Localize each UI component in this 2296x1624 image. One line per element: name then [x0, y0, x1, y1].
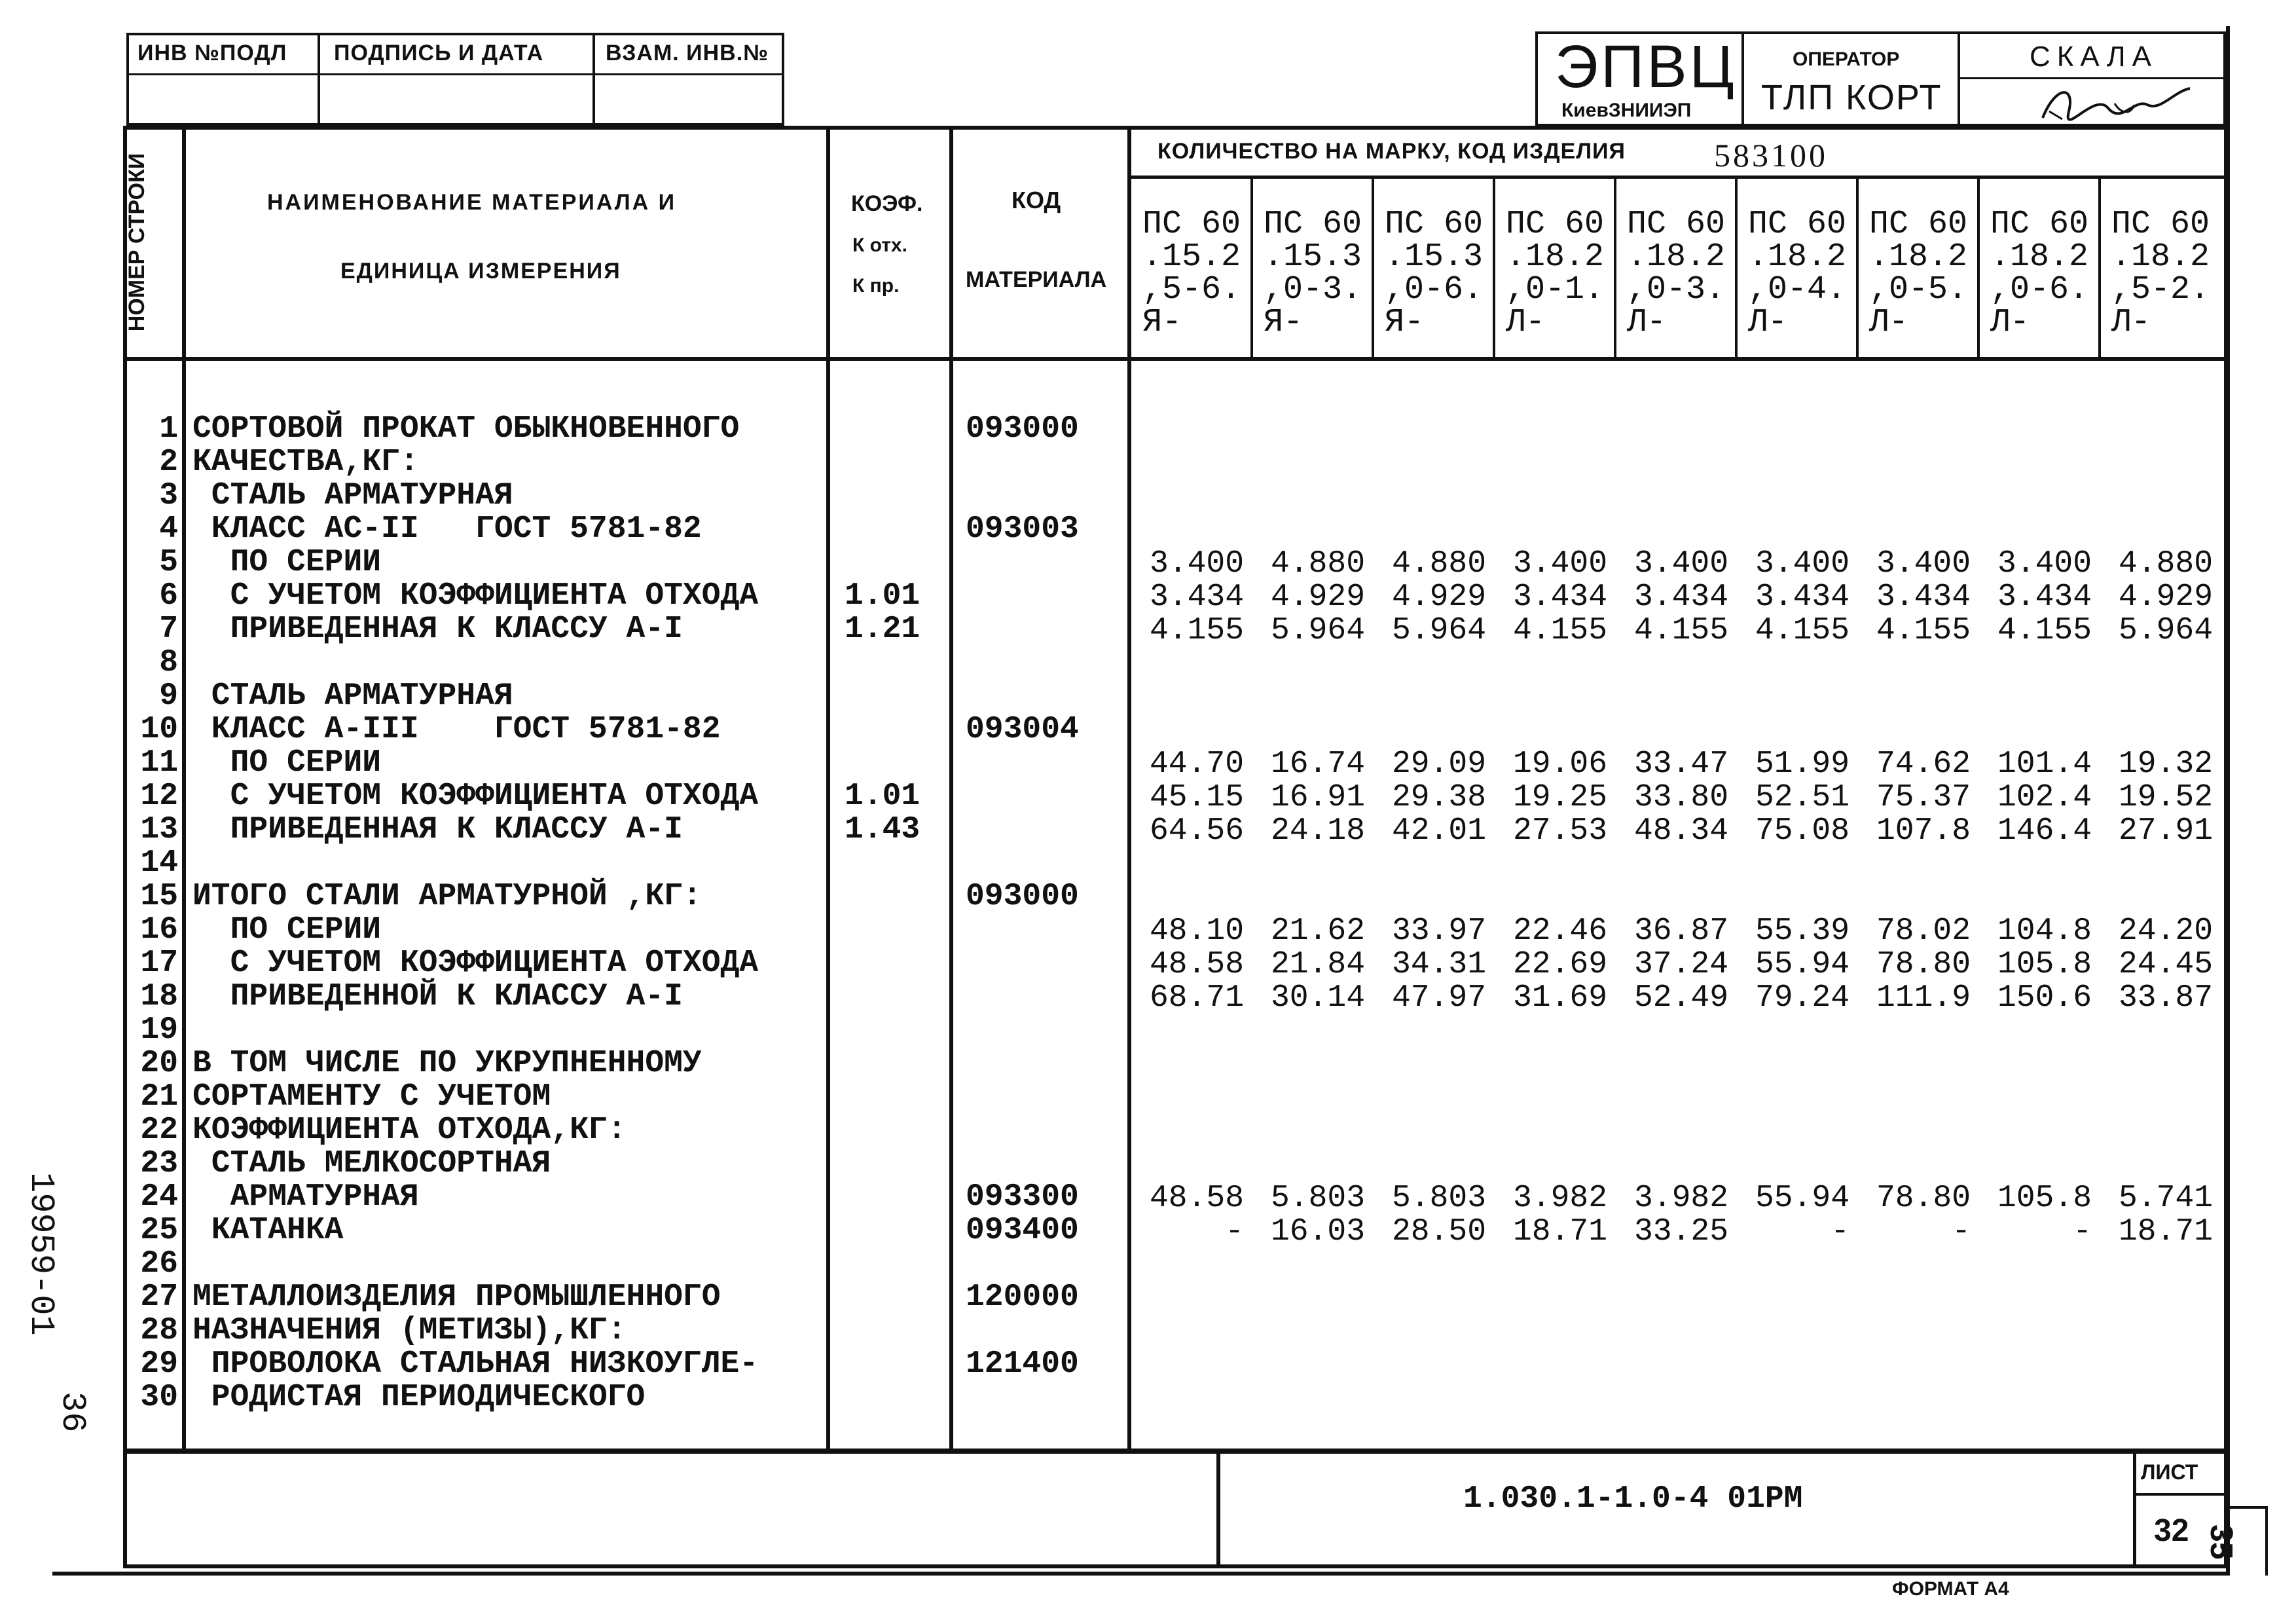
value-cell: 3.982: [1512, 1181, 1607, 1216]
value-cell: 16.74: [1270, 747, 1365, 782]
value-cell: 3.434: [1876, 580, 1971, 615]
value-cell: 5.803: [1391, 1181, 1486, 1216]
value-cell: 37.24: [1633, 947, 1728, 982]
value-cell: 24.20: [2118, 913, 2213, 949]
doc-code: 1.030.1-1.0-4 01РМ: [1463, 1481, 1803, 1517]
value-cell: -: [2073, 1214, 2092, 1249]
value-cell: 19.06: [1512, 747, 1607, 782]
value-cell: 4.880: [1270, 546, 1365, 581]
vzam-inv-label: ВЗАМ. ИНВ.№: [606, 41, 769, 65]
value-cell: 24.45: [2118, 947, 2213, 982]
mark-header: ПС 60 .18.2 ,0-4. Л-: [1748, 206, 1847, 341]
value-cell: 4.880: [2118, 546, 2213, 581]
value-cell: -: [1225, 1214, 1244, 1249]
value-cell: 33.97: [1391, 913, 1486, 949]
mark-header: ПС 60 .18.2 ,0-5. Л-: [1869, 206, 1968, 341]
value-cell: 78.02: [1876, 913, 1971, 949]
value-cell: 64.56: [1149, 813, 1244, 849]
value-cell: 78.80: [1876, 1181, 1971, 1216]
signature-date-label: ПОДПИСЬ И ДАТА: [334, 41, 544, 65]
value-cell: 21.84: [1270, 947, 1365, 982]
value-cell: 55.39: [1755, 913, 1850, 949]
left-vertical-page: 36: [53, 1392, 92, 1433]
mark-header: ПС 60 .18.2 ,0-6. Л-: [1990, 206, 2089, 341]
value-cell: 4.929: [2118, 580, 2213, 615]
sheet-label: ЛИСТ: [2141, 1460, 2198, 1484]
value-cell: 48.58: [1149, 1181, 1244, 1216]
value-cell: 29.09: [1391, 747, 1486, 782]
value-cell: 3.400: [1876, 546, 1971, 581]
value-cell: 27.91: [2118, 813, 2213, 849]
value-cell: 3.434: [1149, 580, 1244, 615]
value-cell: 22.46: [1512, 913, 1607, 949]
value-cell: 105.8: [1997, 1181, 2092, 1216]
value-cell: 19.32: [2118, 747, 2213, 782]
value-cell: 5.803: [1270, 1181, 1365, 1216]
value-cell: 78.80: [1876, 947, 1971, 982]
value-cell: 68.71: [1149, 980, 1244, 1016]
value-cell: 101.4: [1997, 747, 2092, 782]
value-cell: 3.434: [1755, 580, 1850, 615]
row-number-header: НОМЕР СТРОКИ: [124, 153, 149, 332]
mark-header: ПС 60 .18.2 ,0-3. Л-: [1627, 206, 1726, 341]
value-cell: -: [1831, 1214, 1850, 1249]
value-cell: 74.62: [1876, 747, 1971, 782]
value-cell: 3.400: [1512, 546, 1607, 581]
value-cell: 31.69: [1512, 980, 1607, 1016]
side-page-number: 35: [2204, 1524, 2238, 1560]
value-cell: 19.52: [2118, 780, 2213, 815]
value-cell: 3.400: [1149, 546, 1244, 581]
mark-header: ПС 60 .18.2 ,0-1. Л-: [1506, 206, 1605, 341]
value-cell: 52.49: [1633, 980, 1728, 1016]
value-cell: 4.155: [1633, 613, 1728, 648]
coef-k-otx: К отх.: [852, 234, 907, 256]
value-cell: 5.741: [2118, 1181, 2213, 1216]
value-cell: 33.47: [1633, 747, 1728, 782]
value-cell: 5.964: [1391, 613, 1486, 648]
code-header-2: МАТЕРИАЛА: [966, 267, 1107, 292]
operator-value: ТЛП КОРТ: [1761, 78, 1942, 117]
value-cell: 27.53: [1512, 813, 1607, 849]
value-cell: 18.71: [1512, 1214, 1607, 1249]
operator-label: ОПЕРАТОР: [1793, 48, 1900, 70]
value-cell: 47.97: [1391, 980, 1486, 1016]
material-name-header-1: НАИМЕНОВАНИЕ МАТЕРИАЛА И: [267, 190, 677, 215]
value-cell: 3.434: [1633, 580, 1728, 615]
value-cell: 146.4: [1997, 813, 2092, 849]
value-cell: 105.8: [1997, 947, 2092, 982]
inv-podl-label: ИНВ №ПОДЛ: [137, 41, 287, 65]
org-big-label: ЭПВЦ: [1555, 33, 1737, 100]
code-header-1: КОД: [1011, 187, 1061, 213]
value-cell: 48.10: [1149, 913, 1244, 949]
value-cell: 111.9: [1876, 980, 1971, 1016]
value-cell: 48.34: [1633, 813, 1728, 849]
value-cell: 4.929: [1270, 580, 1365, 615]
value-cell: 107.8: [1876, 813, 1971, 849]
value-cell: 102.4: [1997, 780, 2092, 815]
value-cell: 16.03: [1270, 1214, 1365, 1249]
value-cell: 3.434: [1512, 580, 1607, 615]
material-names: СОРТОВОЙ ПРОКАТ ОБЫКНОВЕННОГО КАЧЕСТВА,КГ: СТАЛЬ АРМАТУРНАЯ КЛАСС АС-II ГОСТ 5781-82 ПО СЕРИИ С УЧЕТОМ КОЭФФИЦИЕНТА ОТХОДА ПРИВЕДЕННАЯ К КЛАССУ А-I СТАЛЬ АРМАТУРНАЯ КЛАСС А-III ГОСТ 5781-82 ПО СЕРИИ С УЧЕТОМ КОЭФФИЦИЕНТА ОТХОДА ПРИВЕДЕННАЯ К КЛАССУ А-I ИТОГО СТАЛИ АРМАТУРНОЙ ,КГ: ПО СЕРИИ С УЧЕТОМ КОЭФФИЦИЕНТА ОТХОДА ПРИВЕДЕННОЙ К КЛАССУ А-I В ТОМ ЧИСЛЕ ПО УКРУПНЕННОМУ СОРТАМЕНТУ С УЧЕТОМ КОЭФФИЦИЕНТА ОТХОДА,КГ: СТАЛЬ МЕЛКОСОРТНАЯ АРМАТУРНАЯ КАТАНКА МЕТАЛЛОИЗДЕЛИЯ ПРОМЫШЛЕННОГО НАЗНАЧЕНИЯ (МЕТИЗЫ),КГ: ПРОВОЛОКА СТАЛЬНАЯ НИЗКОУГЛЕ- РОДИСТАЯ ПЕРИОДИЧЕСКОГО: [192, 411, 759, 1415]
value-cell: 104.8: [1997, 913, 2092, 949]
value-cell: 42.01: [1391, 813, 1486, 849]
value-cell: 3.982: [1633, 1181, 1728, 1216]
value-cell: 52.51: [1755, 780, 1850, 815]
value-cell: 4.155: [1755, 613, 1850, 648]
value-cell: 55.94: [1755, 1181, 1850, 1216]
value-cell: 3.400: [1997, 546, 2092, 581]
mark-header: ПС 60 .15.3 ,0-6. Я-: [1385, 206, 1484, 341]
footer-block: [123, 1450, 2228, 1568]
value-cell: 21.62: [1270, 913, 1365, 949]
sheet-number: 32: [2154, 1513, 2189, 1548]
coef-header: КОЭФ.: [851, 191, 923, 216]
coefficients: 1.01 1.21 1.01 1.43: [845, 578, 920, 847]
value-cell: 24.18: [1270, 813, 1365, 849]
value-cell: 22.69: [1512, 947, 1607, 982]
value-cell: 3.434: [1997, 580, 2092, 615]
value-cell: 150.6: [1997, 980, 2092, 1016]
value-cell: 4.155: [1512, 613, 1607, 648]
value-cell: 33.87: [2118, 980, 2213, 1016]
value-cell: -: [1952, 1214, 1971, 1249]
quantity-header: КОЛИЧЕСТВО НА МАРКУ, КОД ИЗДЕЛИЯ: [1157, 139, 1626, 164]
value-cell: 19.25: [1512, 780, 1607, 815]
signature-scribble: [2036, 79, 2193, 126]
value-cell: 5.964: [1270, 613, 1365, 648]
value-cell: 45.15: [1149, 780, 1244, 815]
skala-label: СКАЛА: [2030, 41, 2158, 73]
org-small-label: КиевЗНИИЭП: [1561, 100, 1692, 121]
value-cell: 30.14: [1270, 980, 1365, 1016]
format-label: ФОРМАТ А4: [1892, 1578, 2009, 1600]
coef-k-pr: К пр.: [852, 275, 900, 297]
value-cell: 79.24: [1755, 980, 1850, 1016]
value-cell: 4.155: [1149, 613, 1244, 648]
value-cell: 33.80: [1633, 780, 1728, 815]
value-cell: 4.155: [1876, 613, 1971, 648]
value-cell: 18.71: [2118, 1214, 2213, 1249]
value-cell: 5.964: [2118, 613, 2213, 648]
value-cell: 29.38: [1391, 780, 1486, 815]
value-cell: 75.37: [1876, 780, 1971, 815]
material-name-header-2: ЕДИНИЦА ИЗМЕРЕНИЯ: [340, 259, 621, 284]
mark-header: ПС 60 .15.3 ,0-3. Я-: [1264, 206, 1362, 341]
value-cell: 16.91: [1270, 780, 1365, 815]
value-cell: 4.880: [1391, 546, 1486, 581]
value-cell: 44.70: [1149, 747, 1244, 782]
mark-header: ПС 60 .18.2 ,5-2. Л-: [2111, 206, 2210, 341]
mark-header: ПС 60 .15.2 ,5-6. Я-: [1142, 206, 1241, 341]
value-cell: 4.929: [1391, 580, 1486, 615]
value-cell: 51.99: [1755, 747, 1850, 782]
material-codes: 093000 093003 093004 093000 093300 093400 120000 121400: [966, 411, 1079, 1382]
value-cell: 48.58: [1149, 947, 1244, 982]
value-cell: 36.87: [1633, 913, 1728, 949]
left-vertical-code: 19959-01: [22, 1172, 60, 1336]
value-cell: 28.50: [1391, 1214, 1486, 1249]
value-cell: 34.31: [1391, 947, 1486, 982]
value-cell: 3.400: [1633, 546, 1728, 581]
value-cell: 33.25: [1633, 1214, 1728, 1249]
value-cell: 4.155: [1997, 613, 2092, 648]
value-cell: 3.400: [1755, 546, 1850, 581]
value-cell: 75.08: [1755, 813, 1850, 849]
value-cell: 55.94: [1755, 947, 1850, 982]
product-code: 583100: [1714, 137, 1828, 174]
row-numbers: 1 2 3 4 5 6 7 8 9 10 11 12 13 14 15 16 17 18 19 20 21 22 23 24 25 26 27 28 29 30: [140, 411, 178, 1415]
